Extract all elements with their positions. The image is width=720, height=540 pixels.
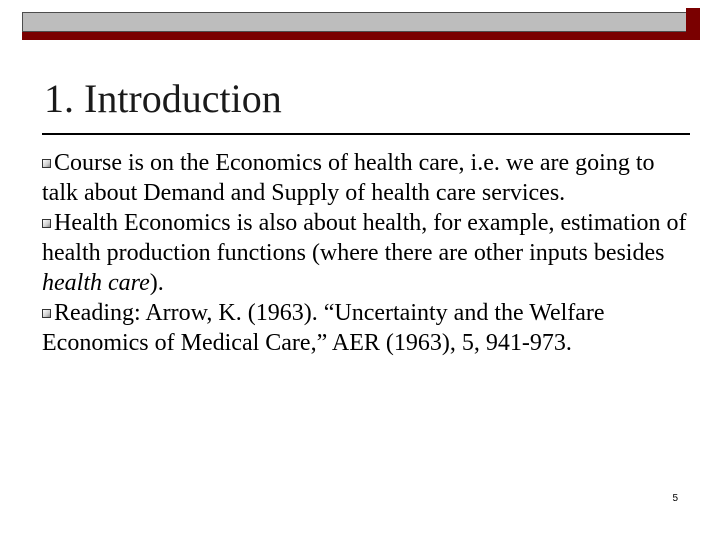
checkbox-bullet-icon xyxy=(42,159,51,168)
page-number: 5 xyxy=(672,493,678,504)
bullet-course-text: Course is on the Economics of health care, i.e. we are going to talk about Demand and Supply of health care services. xyxy=(42,150,655,206)
checkbox-bullet-icon xyxy=(42,219,51,228)
bullet-course xyxy=(42,148,692,208)
header-accent-block xyxy=(686,8,700,40)
bullet-health-economics-text: Health Economics is also about health, for example, estimation of health production functions (where there are other inputs besides xyxy=(42,210,687,266)
checkbox-bullet-icon xyxy=(42,309,51,318)
bullet-reading-text: Reading: Arrow, K. (1963). “Uncertainty and the Welfare Economics of Medical Care,” AER (1963), 5, 941-973. xyxy=(42,300,605,356)
bullet-health-care-emphasis: health care xyxy=(42,270,150,296)
title-divider xyxy=(42,133,690,135)
bullet-health-economics xyxy=(42,208,692,298)
header-red-bar xyxy=(22,32,694,40)
slide-title: 1. Introduction xyxy=(44,76,282,121)
bullet-health-economics-end: ). xyxy=(149,270,164,296)
header-gray-bar xyxy=(22,12,694,32)
bullet-reading xyxy=(42,298,692,358)
header-decoration xyxy=(22,12,694,40)
slide-body xyxy=(42,148,692,358)
